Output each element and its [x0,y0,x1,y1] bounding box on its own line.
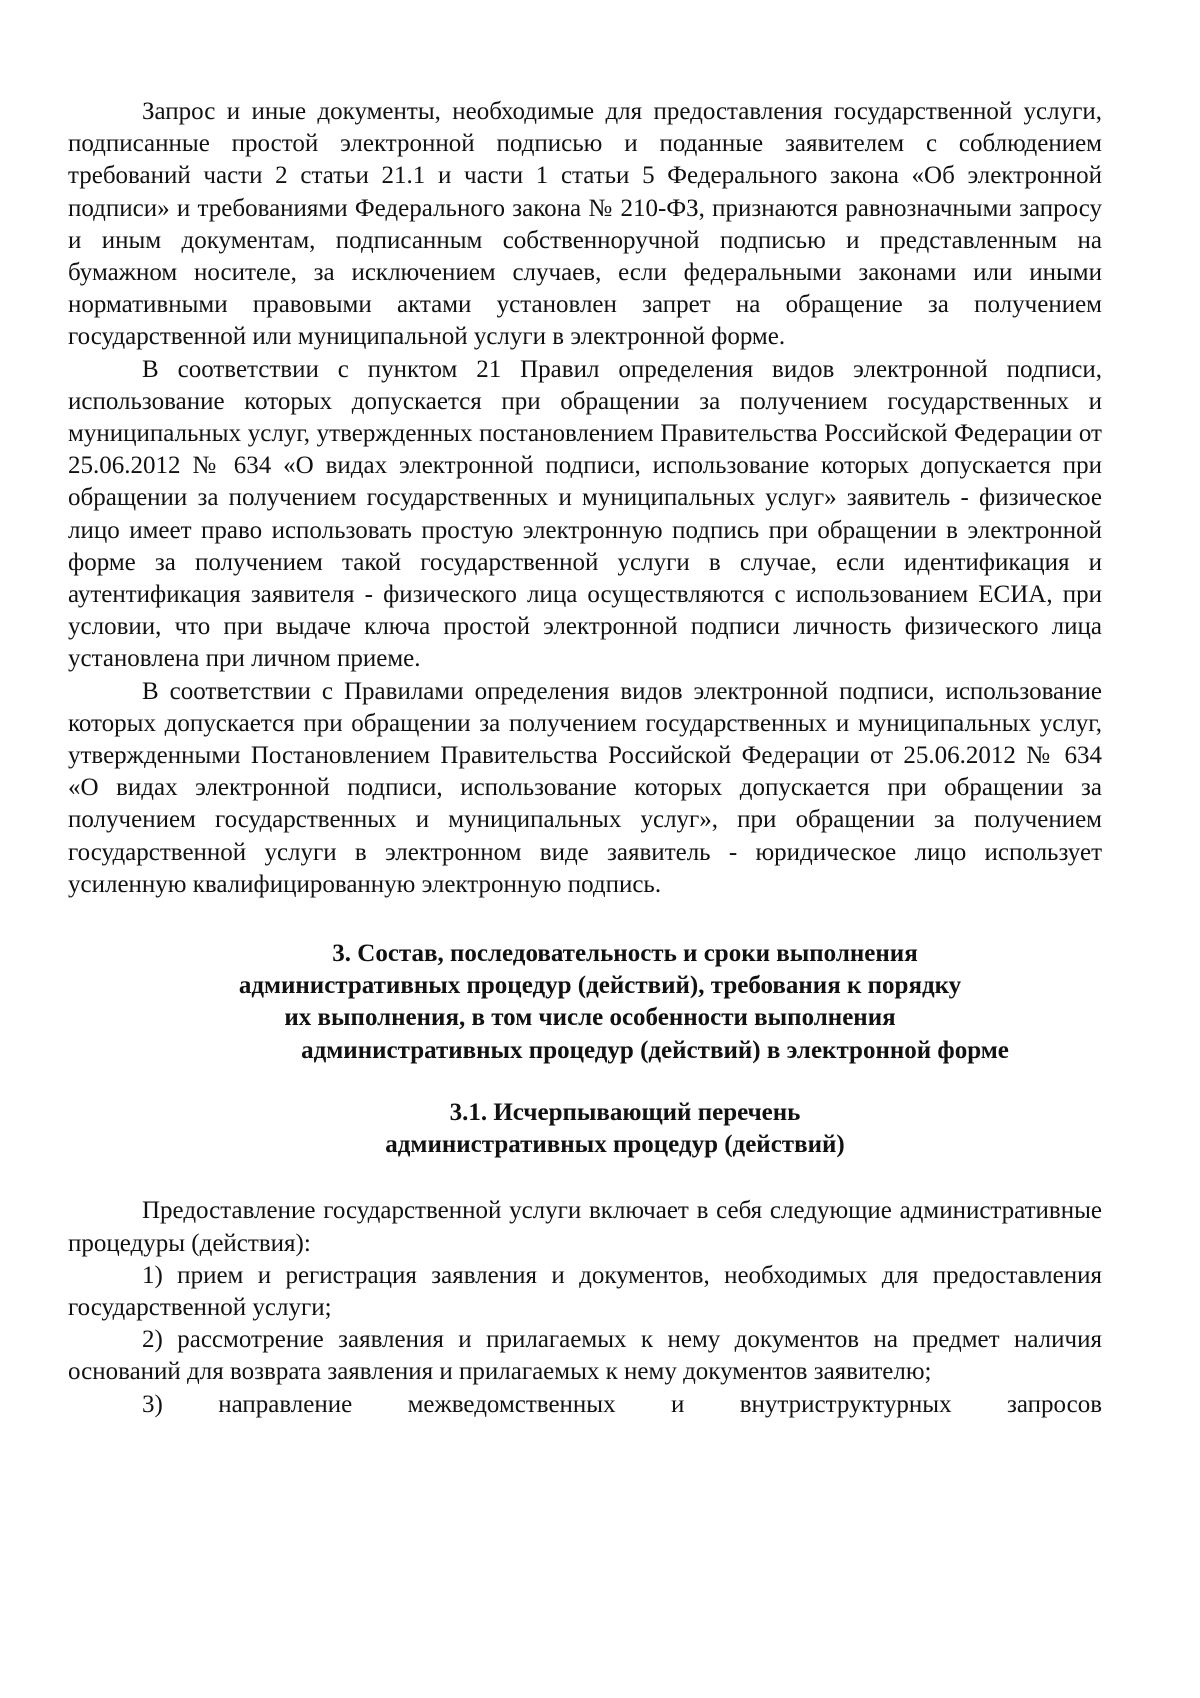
section-3-heading-line: 3. Состав, последовательность и сроки выполнения [332,940,918,968]
procedures-intro: Предоставление государственной услуги включает в себя следующие административные процедуры (действия): [68,1197,1102,1257]
section-3-1-heading-line: 3.1. Исчерпывающий перечень [449,1098,801,1126]
section-3-heading-line: административных процедур (действий) в электронной форме [301,1036,1009,1064]
section-3-heading-line: их выполнения, в том числе особенности выполнения [284,1004,896,1032]
procedure-item-3: 3) направление межведомственных и внутриструктурных запросов [142,1390,1102,1418]
procedure-item-1: 1) прием и регистрация заявления и документов, необходимых для предоставления государственной услуги; [68,1261,1102,1321]
section-3-heading [68,938,1102,1067]
paragraph-electronic-signature-equivalence: Запрос и иные документы, необходимые для предоставления государственной услуги, подписанные простой электронной подписью и поданные заявителем с соблюдением требований части 2 статьи 21.1 и части 1 статьи 5 Федерального закона «Об электронной подписи» и требованиями Федерального закона № 210-ФЗ, признаются равнозначными запросу и иным документам, подписанным собственноручной подписью и представленным на бумажном носителе, за исключением случаев, если федеральными законами или иными нормативными правовыми актами установлен запрет на обращение за получением государственной или муниципальной услуги в электронной форме. [68,98,1102,351]
document-page [68,96,1102,1421]
procedure-item-2: 2) рассмотрение заявления и прилагаемых к нему документов на предмет наличия оснований для возврата заявления и прилагаемых к нему документов заявителю; [68,1326,1102,1386]
paragraph-simple-signature-rules: В соответствии с пунктом 21 Правил определения видов электронной подписи, использование которых допускается при обращении за получением государственных и муниципальных услуг, утвержденных постановлением Правительства Российской Федерации от 25.06.2012 № 634 «О видах электронной подписи, использование которых допускается при обращении за получением государственных и муниципальных услуг» заявитель - физическое лицо имеет право использовать простую электронную подпись при обращении в электронной форме за получением такой государственной услуги в случае, если идентификация и аутентификация заявителя - физического лица осуществляются с использованием ЕСИА, при условии, что при выдаче ключа простой электронной подписи личность физического лица установлена при личном приеме. [68,355,1102,673]
section-3-heading-line: административных процедур (действий), требования к порядку [238,972,962,1000]
section-3-1-heading [68,1097,1102,1161]
section-3-1-heading-line: административных процедур (действий) [385,1131,845,1159]
paragraph-qualified-signature-rules: В соответствии с Правилами определения видов электронной подписи, использование которых допускается при обращении за получением государственных и муниципальных услуг, утвержденными Постановлением Правительства Российской Федерации от 25.06.2012 № 634 «О видах электронной подписи, использование которых допускается при обращении за получением государственных и муниципальных услуг», при обращении за получением государственной услуги в электронном виде заявитель - юридическое лицо использует усиленную квалифицированную электронную подпись. [68,677,1102,898]
